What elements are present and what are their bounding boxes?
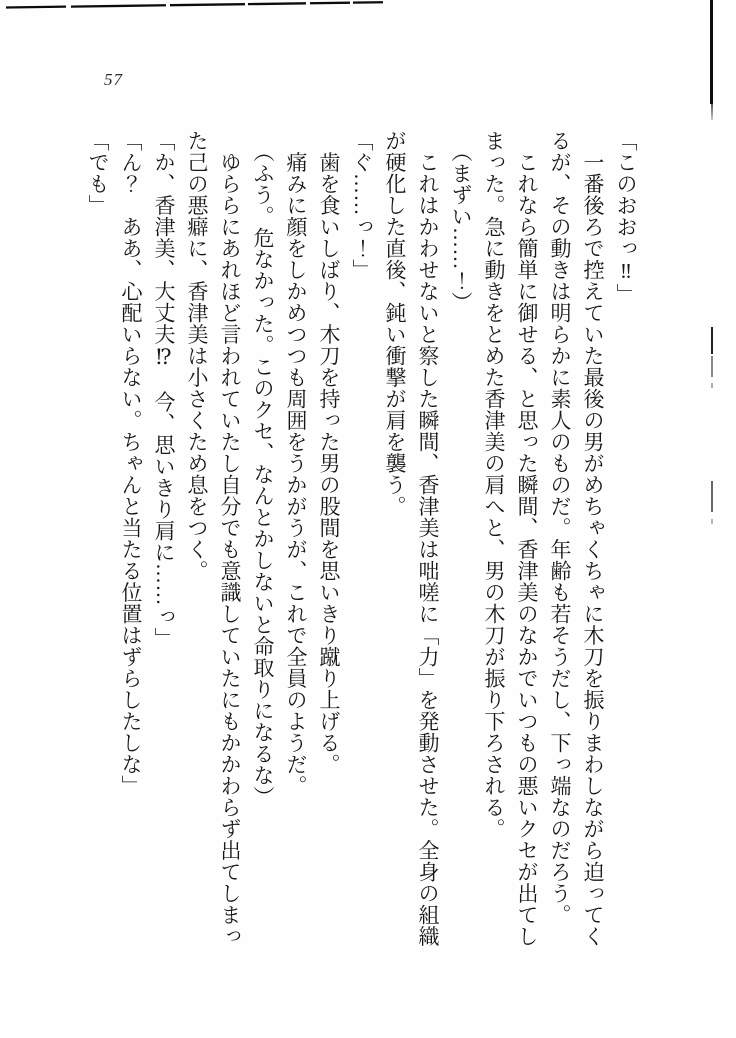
text-column-10: 歯を食いしばり、木刀を持った男の股間を思いきり蹴り上げる。 [317, 130, 341, 775]
text-column-14: た己の悪癖に、香津美は小さくため息をつく。 [185, 130, 209, 582]
text-column-13: ゆららにあれほど言われていたし自分でも意識していたにもかかわらず出てしまっ [218, 130, 242, 947]
text-column-12: （ふう。危なかった。このクセ、なんとかしないと命取りになるな） [251, 130, 275, 808]
text-column-17: 「でも」 [86, 130, 110, 216]
text-column-8: が硬化した直後、鈍い衝撃が肩を襲う。 [383, 130, 407, 517]
text-column-3: るが、その動きは明らかに素人のものだ。年齢も若そうだし、下っ端なのだろう。 [548, 130, 572, 926]
scan-gutter-dash [711, 481, 713, 512]
text-column-6: （まずい……！） [449, 130, 473, 313]
scan-gutter-dot [711, 519, 713, 524]
text-column-7: これはかわせないと察した瞬間、香津美は咄嗟に「力」を発動させた。全身の組織 [416, 130, 440, 947]
scan-gutter-dash [711, 327, 713, 354]
text-column-2: 一番後ろで控えていた最後の男がめちゃくちゃに木刀を振りまわしながら迫ってく [581, 130, 605, 947]
text-column-16: 「ん？ ああ、心配いらない。ちゃんと当たる位置はずらしたしな」 [119, 130, 143, 797]
text-column-1: 「このおおっ‼」 [614, 130, 638, 305]
scan-gutter-dash [711, 356, 713, 377]
text-column-15: 「か、香津美、大丈夫⁉ 今、思いきり肩に……っ」 [152, 130, 176, 649]
text-column-11: 痛みに顔をしかめつつも周囲をうかがうが、これで全員のようだ。 [284, 130, 308, 797]
page-number: 57 [104, 70, 123, 89]
text-column-9: 「ぐ……っ！」 [350, 130, 374, 281]
scan-edge-line-top [0, 0, 420, 12]
scan-gutter-dot [711, 383, 713, 388]
scan-gutter-line [710, 0, 713, 104]
vertical-text-block [81, 130, 642, 970]
text-column-4: これなら簡単に御せる、と思った瞬間、香津美のなかでいつもの悪いクセが出てし [515, 130, 539, 947]
scan-gutter-line-fade [711, 104, 713, 120]
text-column-5: まった。急に動きをとめた香津美の肩へと、男の木刀が振り下ろされる。 [482, 130, 506, 840]
